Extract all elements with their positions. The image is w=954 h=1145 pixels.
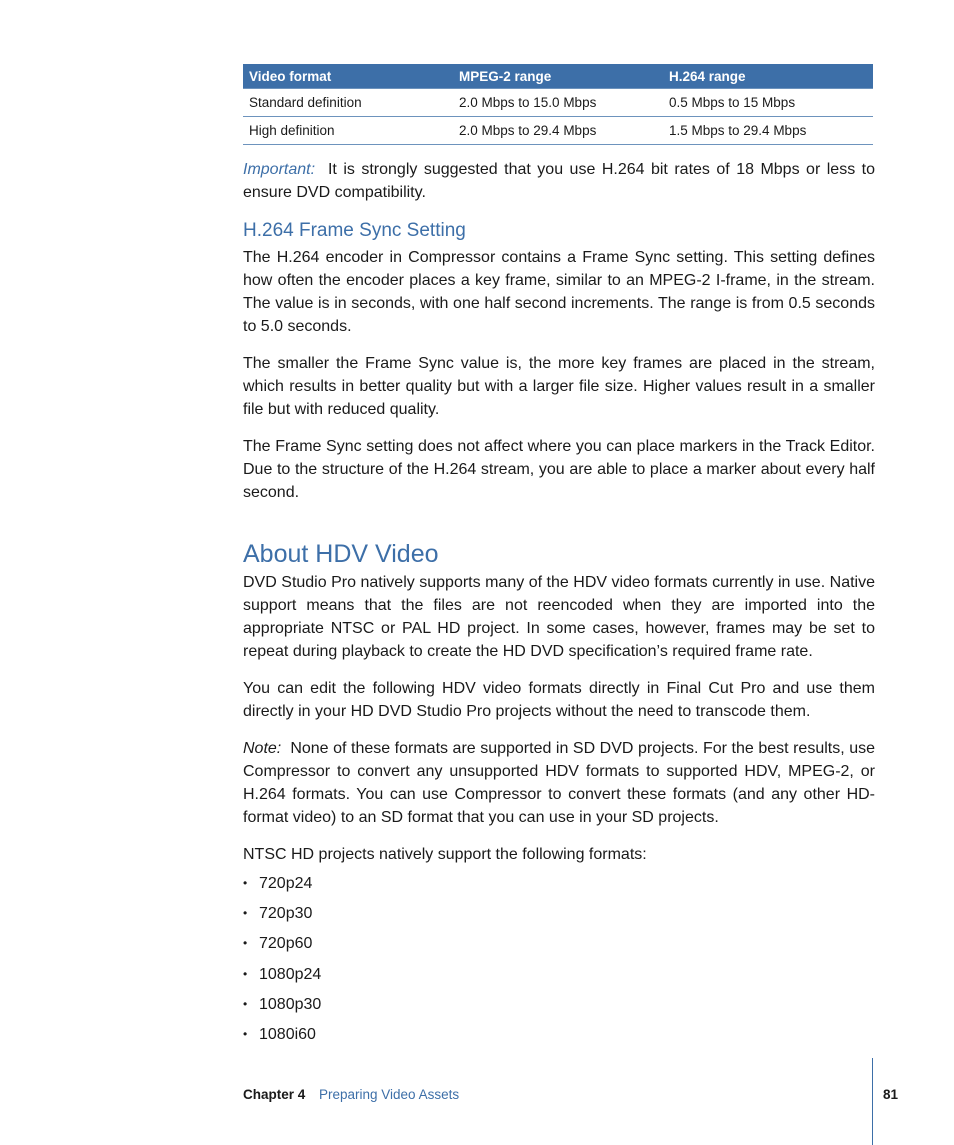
table-cell: High definition [243, 117, 453, 145]
table-cell: 0.5 Mbps to 15 Mbps [663, 89, 873, 117]
table-row [243, 117, 873, 145]
bullet-icon: • [243, 1026, 248, 1041]
table-cell: Standard definition [243, 89, 453, 117]
bitrate-table [243, 64, 873, 145]
hdv-paragraph-1: DVD Studio Pro natively supports many of the HDV video formats currently in use. Native support means that the files are not reencoded when they are imported into the appropriate NTSC or PAL HD project. In some cases, however, frames may be set to repeat during playback to create the HD DVD specification’s required frame rate. [243, 574, 875, 660]
column-header: H.264 range [663, 64, 873, 89]
table-row [243, 89, 873, 117]
hdv-paragraph-2: You can edit the following HDV video formats directly in Final Cut Pro and use them directly in your HD DVD Studio Pro projects without the need to transcode them. [243, 680, 875, 720]
column-header: MPEG-2 range [453, 64, 663, 89]
frame-sync-paragraph-2: The smaller the Frame Sync value is, the more key frames are placed in the stream, which results in better quality but with a larger file size. Higher values result in a smaller file but with reduced quality. [243, 355, 875, 418]
table-header-row [243, 64, 873, 89]
list-item: • 720p24 [243, 872, 321, 902]
note-label: Note: [243, 740, 282, 757]
table-cell: 2.0 Mbps to 29.4 Mbps [453, 117, 663, 145]
footer-chapter-label: Chapter 4 [243, 1087, 306, 1102]
frame-sync-heading: H.264 Frame Sync Setting [243, 220, 466, 241]
column-header: Video format [243, 64, 453, 89]
note-text: None of these formats are supported in SD DVD projects. For the best results, use Compressor to convert any unsupported HDV formats to supported HDV, MPEG-2, or H.264 formats. You can use Compressor to convert these formats (and any other HD-format video) to an SD format that you can use in your SD projects. [243, 740, 875, 826]
hdv-section-heading: About HDV Video [243, 540, 439, 568]
bullet-icon: • [243, 876, 248, 890]
list-item: • 1080i60 [243, 1023, 321, 1053]
list-item: • 720p30 [243, 902, 321, 932]
list-item: • 1080p30 [243, 993, 321, 1023]
bullet-icon: • [243, 906, 248, 921]
important-text: It is strongly suggested that you use H.264 bit rates of 18 Mbps or less to ensure DVD compatibility. [243, 161, 876, 201]
table-cell: 1.5 Mbps to 29.4 Mbps [663, 117, 873, 145]
table-cell: 2.0 Mbps to 15.0 Mbps [453, 89, 663, 117]
list-item: • 1080p24 [243, 963, 321, 993]
bullet-icon: • [243, 966, 248, 981]
footer-divider [872, 1058, 873, 1145]
note-callout [243, 737, 875, 829]
footer-chapter-title: Preparing Video Assets [319, 1087, 460, 1102]
bullet-icon: • [243, 996, 248, 1011]
frame-sync-paragraph-1: The H.264 encoder in Compressor contains a Frame Sync setting. This setting defines how often the encoder places a key frame, similar to an MPEG-2 I-frame, in the stream. The value is in seconds, with one half second increments. The range is from 0.5 seconds to 5.0 seconds. [243, 249, 875, 335]
page-number: 81 [883, 1087, 899, 1102]
bullet-icon: • [243, 936, 248, 951]
hdv-paragraph-3: NTSC HD projects natively support the following formats: [243, 846, 647, 863]
important-callout [243, 158, 875, 204]
frame-sync-paragraph-3: The Frame Sync setting does not affect where you can place markers in the Track Editor. Due to the structure of the H.264 stream, you are able to place a marker about every half second. [243, 438, 875, 501]
format-list [243, 872, 321, 1053]
list-item: • 720p60 [243, 932, 321, 962]
important-label: Important: [243, 161, 316, 178]
